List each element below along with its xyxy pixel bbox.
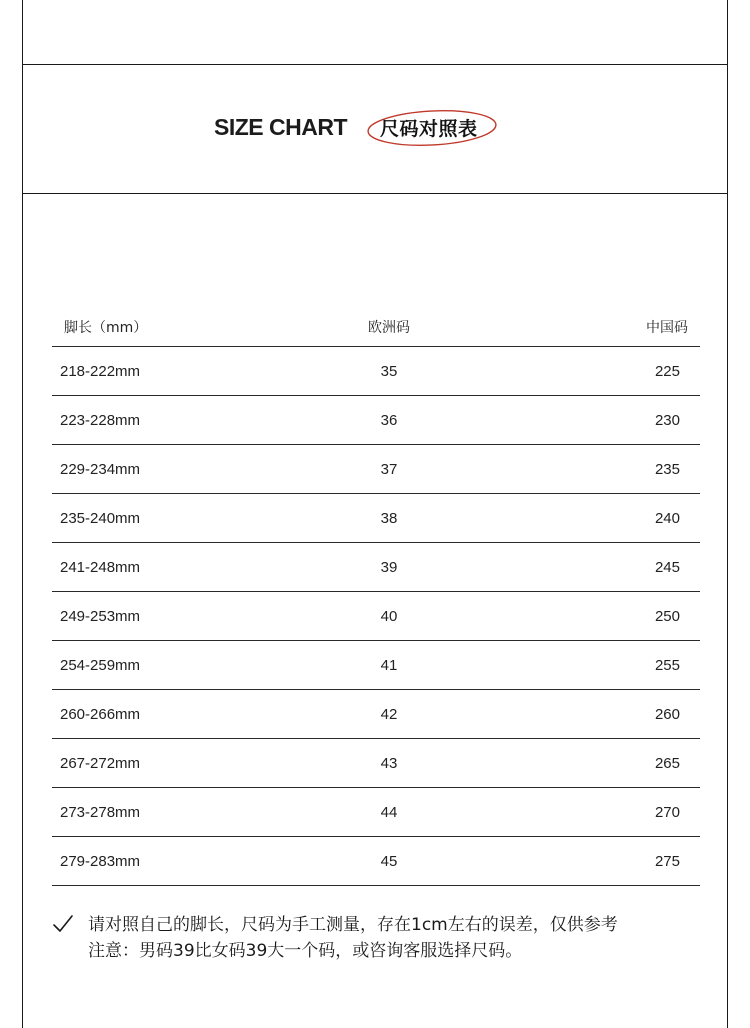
cell-cn-size: 245 [614, 543, 700, 592]
cell-foot-length: 267-272mm [52, 739, 264, 788]
cell-foot-length: 235-240mm [52, 494, 264, 543]
cell-eu-size: 39 [264, 543, 614, 592]
cell-foot-length: 249-253mm [52, 592, 264, 641]
check-icon [52, 914, 74, 934]
cell-cn-size: 235 [614, 445, 700, 494]
cell-cn-size: 260 [614, 690, 700, 739]
title-chinese: 尺码对照表 [380, 118, 478, 140]
note-line-measurement: 请对照自己的脚长，尺码为手工测量，存在1cm左右的误差，仅供参考 [88, 915, 618, 935]
cell-cn-size: 265 [614, 739, 700, 788]
cell-cn-size: 275 [614, 837, 700, 886]
table-row [52, 494, 700, 543]
frame-left-border [22, 0, 23, 1028]
cell-foot-length: 241-248mm [52, 543, 264, 592]
cell-eu-size: 41 [264, 641, 614, 690]
table-row [52, 837, 700, 886]
cell-cn-size: 250 [614, 592, 700, 641]
table-header-row [52, 308, 700, 347]
cell-foot-length: 223-228mm [52, 396, 264, 445]
table-row [52, 445, 700, 494]
cell-cn-size: 230 [614, 396, 700, 445]
cell-foot-length: 229-234mm [52, 445, 264, 494]
cell-eu-size: 42 [264, 690, 614, 739]
table-row [52, 641, 700, 690]
frame-right-border [727, 0, 728, 1028]
header-bottom-divider [22, 193, 728, 194]
table-row [52, 739, 700, 788]
cell-eu-size: 35 [264, 347, 614, 396]
cell-cn-size: 255 [614, 641, 700, 690]
header-cn-size: 中国码 [614, 308, 700, 347]
table-row [52, 347, 700, 396]
cell-cn-size: 270 [614, 788, 700, 837]
title-english: SIZE CHART [214, 114, 347, 140]
cell-eu-size: 44 [264, 788, 614, 837]
table-row [52, 788, 700, 837]
cell-foot-length: 260-266mm [52, 690, 264, 739]
header-foot-length: 脚长（mm） [52, 308, 264, 347]
cell-eu-size: 45 [264, 837, 614, 886]
header-eu-size: 欧洲码 [264, 308, 614, 347]
cell-cn-size: 225 [614, 347, 700, 396]
cell-eu-size: 38 [264, 494, 614, 543]
table-row [52, 592, 700, 641]
table-row [52, 543, 700, 592]
table-row [52, 690, 700, 739]
cell-foot-length: 218-222mm [52, 347, 264, 396]
cell-foot-length: 273-278mm [52, 788, 264, 837]
cell-cn-size: 240 [614, 494, 700, 543]
cell-foot-length: 279-283mm [52, 837, 264, 886]
cell-foot-length: 254-259mm [52, 641, 264, 690]
size-chart-table [52, 308, 700, 886]
cell-eu-size: 40 [264, 592, 614, 641]
cell-eu-size: 37 [264, 445, 614, 494]
cell-eu-size: 43 [264, 739, 614, 788]
cell-eu-size: 36 [264, 396, 614, 445]
size-chart-header [0, 106, 750, 150]
note-line-attention: 注意：男码39比女码39大一个码，或咨询客服选择尺码。 [88, 941, 523, 961]
header-top-divider [22, 64, 728, 65]
table-row [52, 396, 700, 445]
